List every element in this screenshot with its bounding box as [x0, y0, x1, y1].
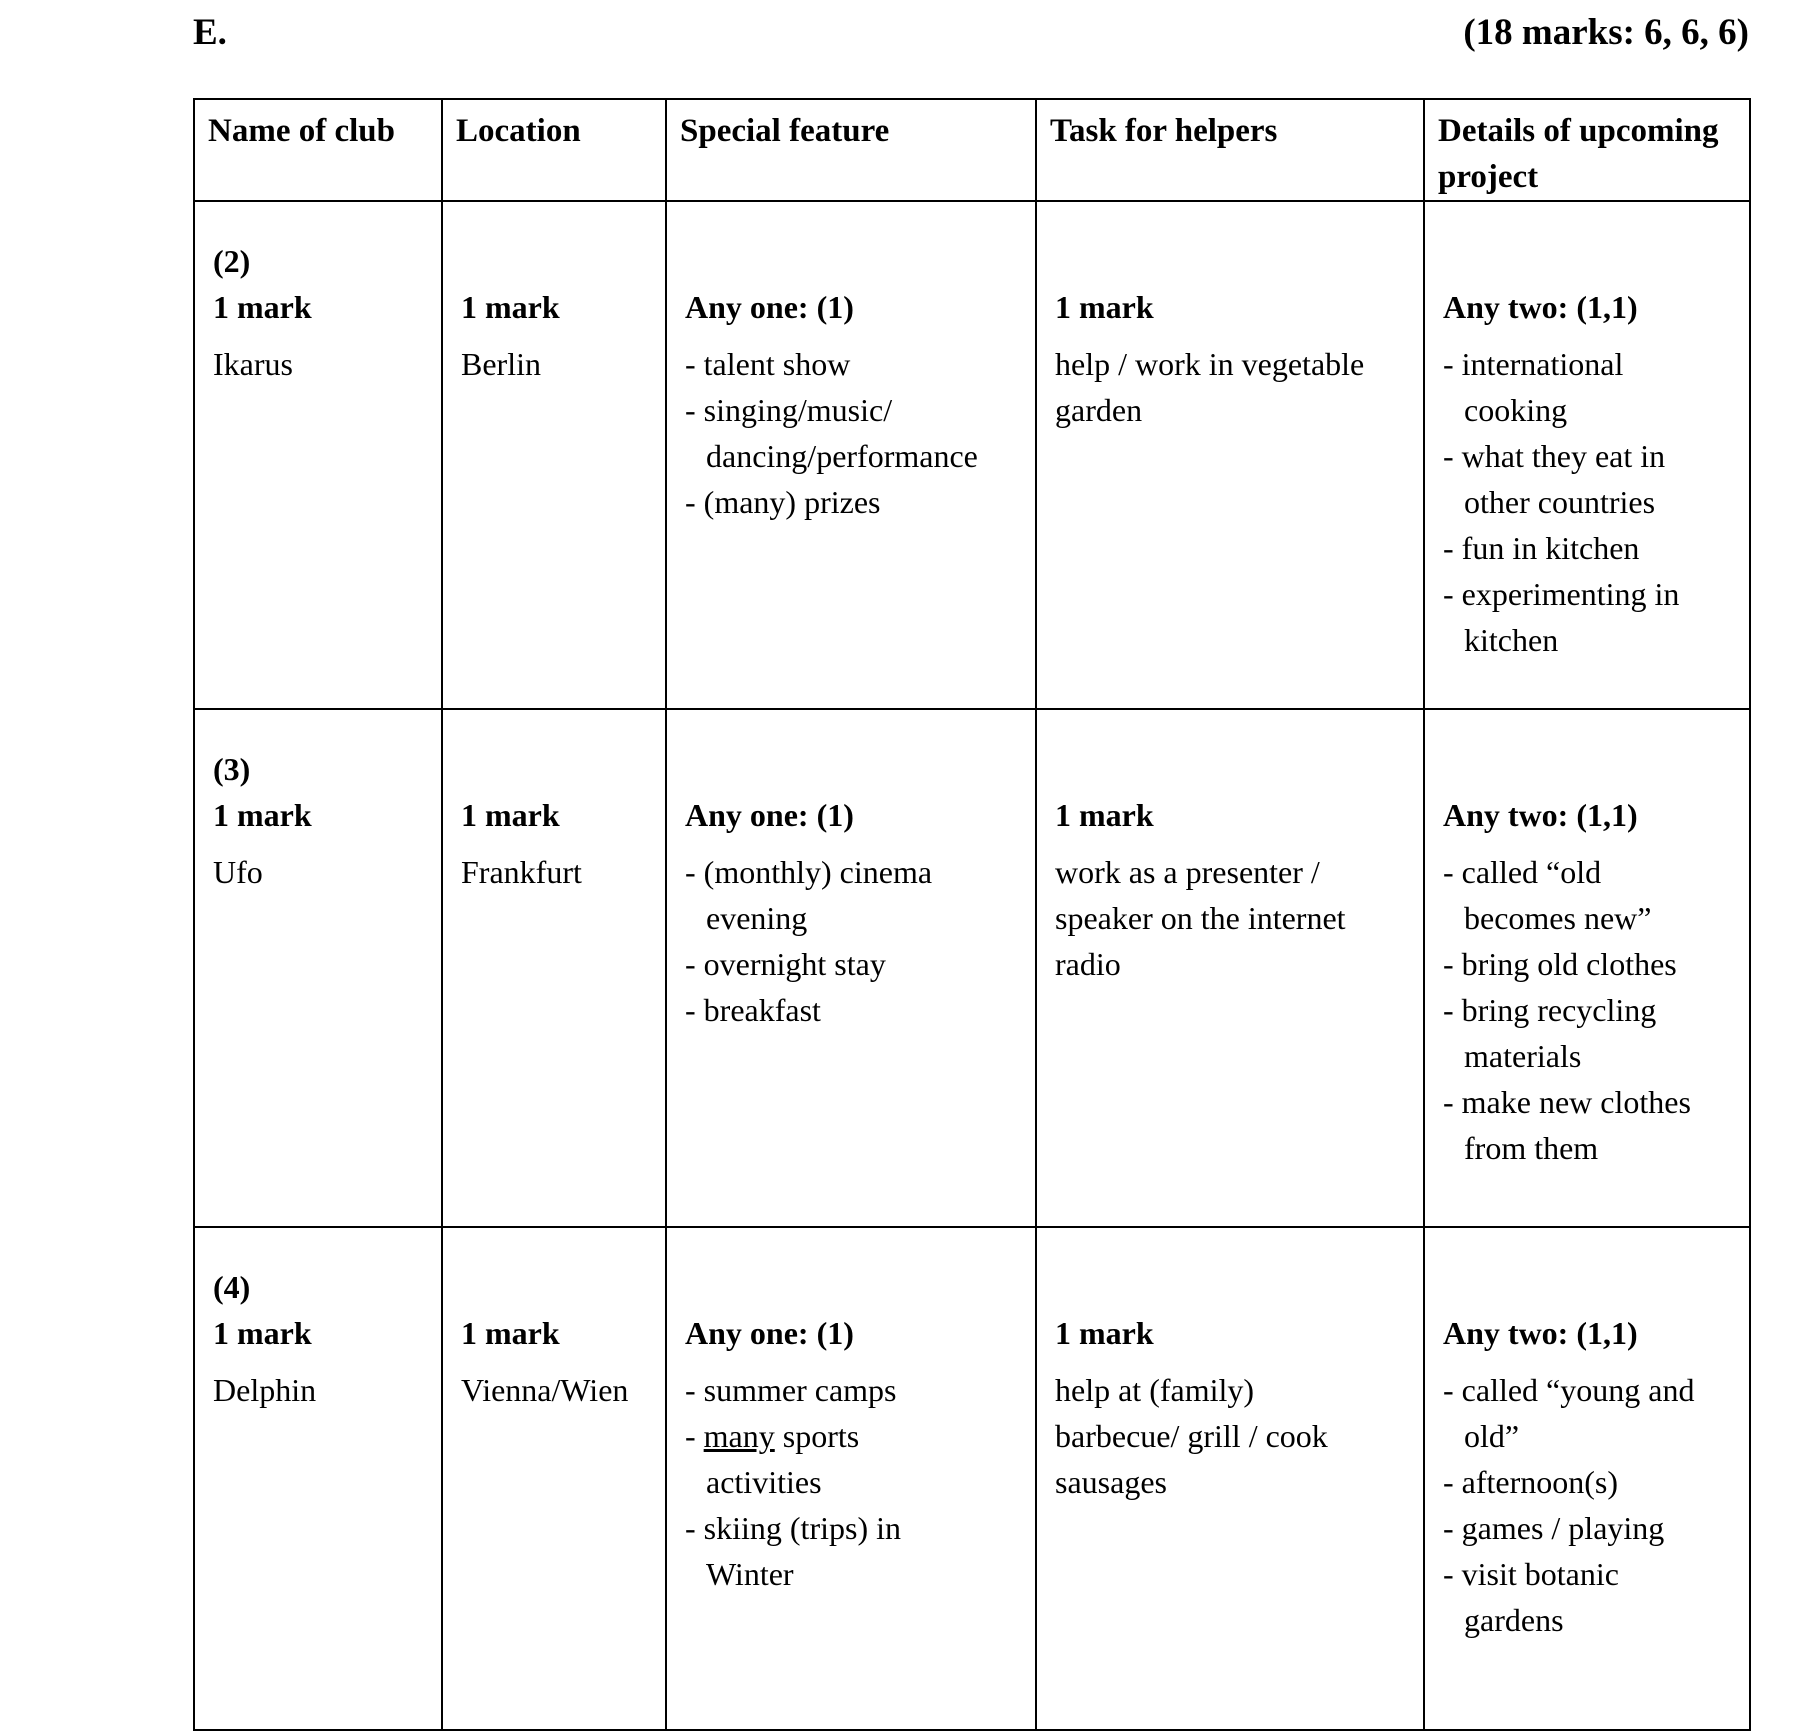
- club-name: Delphin: [213, 1372, 317, 1408]
- mark-heading: 1 mark: [213, 1315, 312, 1351]
- any-one-heading: Any one: (1): [685, 1315, 854, 1351]
- answer-line: dancing/performance: [706, 438, 978, 474]
- club-name: Ikarus: [213, 346, 293, 382]
- empty-line: [1443, 746, 1737, 792]
- empty-line: [1443, 1264, 1737, 1310]
- header-row: [194, 99, 1750, 201]
- answer-line: - fun in kitchen: [1443, 530, 1640, 566]
- answer-line: other countries: [1464, 484, 1656, 520]
- answer-line: from them: [1464, 1130, 1599, 1166]
- answer-line: - overnight stay: [685, 946, 886, 982]
- name-cell: [194, 709, 442, 1227]
- mark-heading: 1 mark: [213, 797, 312, 833]
- answer-line: - called “young and: [1443, 1372, 1695, 1408]
- empty-line: [685, 238, 1023, 284]
- answer-line: - summer camps: [685, 1372, 897, 1408]
- answer-line: - singing/music/: [685, 392, 893, 428]
- location-value: Vienna/Wien: [461, 1372, 629, 1408]
- header-location: Location: [442, 99, 666, 201]
- answer-line: old”: [1464, 1418, 1520, 1454]
- mark-heading: 1 mark: [461, 797, 560, 833]
- answer-line: cooking: [1464, 392, 1568, 428]
- answer-line: - what they eat in: [1443, 438, 1666, 474]
- special-feature-cell: [666, 709, 1036, 1227]
- answer-line: - afternoon(s): [1443, 1464, 1619, 1500]
- any-two-heading: Any two: (1,1): [1443, 797, 1638, 833]
- any-two-heading: Any two: (1,1): [1443, 1315, 1638, 1351]
- answer-line: sausages: [1055, 1464, 1167, 1500]
- details-cell: [1424, 709, 1750, 1227]
- answer-line: - bring recycling: [1443, 992, 1657, 1028]
- any-one-heading: Any one: (1): [685, 289, 854, 325]
- mark-heading: 1 mark: [1055, 289, 1154, 325]
- table-row-ikarus: [194, 201, 1750, 709]
- answer-line: - talent show: [685, 346, 851, 382]
- answer-line: materials: [1464, 1038, 1582, 1074]
- dash: -: [685, 1418, 704, 1454]
- marks-note: (18 marks: 6, 6, 6): [1463, 12, 1749, 53]
- table-row-delphin: [194, 1227, 1750, 1730]
- question-number: (2): [213, 243, 251, 279]
- header-name-of-club: Name of club: [194, 99, 442, 201]
- section-label: E.: [193, 12, 227, 53]
- location-value: Berlin: [461, 346, 541, 382]
- question-number: (4): [213, 1269, 251, 1305]
- empty-line: [461, 1264, 653, 1310]
- special-feature-cell: [666, 1227, 1036, 1730]
- answer-line: - make new clothes: [1443, 1084, 1691, 1120]
- answer-line-underlined: [685, 1413, 1023, 1459]
- task-cell: [1036, 1227, 1424, 1730]
- answer-line: evening: [706, 900, 808, 936]
- answer-line: radio: [1055, 946, 1121, 982]
- answer-line: - experimenting in: [1443, 576, 1680, 612]
- answer-line: barbecue/ grill / cook: [1055, 1418, 1328, 1454]
- empty-line: [1055, 1264, 1411, 1310]
- task-cell: [1036, 201, 1424, 709]
- mark-heading: 1 mark: [1055, 797, 1154, 833]
- answer-line: speaker on the internet: [1055, 900, 1346, 936]
- answer-line: - breakfast: [685, 992, 821, 1028]
- answer-line: - (many) prizes: [685, 484, 881, 520]
- club-name: Ufo: [213, 854, 263, 890]
- empty-line: [685, 1264, 1023, 1310]
- answer-line: activities: [706, 1464, 822, 1500]
- location-value: Frankfurt: [461, 854, 582, 890]
- empty-line: [461, 746, 653, 792]
- details-cell: [1424, 1227, 1750, 1730]
- answer-line: - international: [1443, 346, 1624, 382]
- answer-line: gardens: [1464, 1602, 1564, 1638]
- special-feature-cell: [666, 201, 1036, 709]
- answer-line: work as a presenter /: [1055, 854, 1320, 890]
- answer-line: help / work in vegetable: [1055, 346, 1365, 382]
- details-cell: [1424, 201, 1750, 709]
- answer-line: help at (family): [1055, 1372, 1255, 1408]
- header-details-upcoming-project: Details of upcoming project: [1424, 99, 1750, 201]
- answer-line: - skiing (trips) in: [685, 1510, 901, 1546]
- underlined-word: many: [703, 1418, 775, 1454]
- location-cell: [442, 709, 666, 1227]
- answer-line: - bring old clothes: [1443, 946, 1677, 982]
- page-header: [193, 10, 1749, 56]
- empty-line: [1055, 238, 1411, 284]
- answer-line: - called “old: [1443, 854, 1602, 890]
- marking-scheme-table: [193, 98, 1751, 1731]
- header-task-for-helpers: Task for helpers: [1036, 99, 1424, 201]
- location-cell: [442, 1227, 666, 1730]
- mark-heading: 1 mark: [1055, 1315, 1154, 1351]
- any-one-heading: Any one: (1): [685, 797, 854, 833]
- answer-line: garden: [1055, 392, 1143, 428]
- answer-line: - (monthly) cinema: [685, 854, 933, 890]
- empty-line: [461, 238, 653, 284]
- answer-line: - games / playing: [1443, 1510, 1665, 1546]
- empty-line: [685, 746, 1023, 792]
- mark-heading: 1 mark: [461, 289, 560, 325]
- mark-heading: 1 mark: [213, 289, 312, 325]
- name-cell: [194, 201, 442, 709]
- empty-line: [1443, 238, 1737, 284]
- answer-line: becomes new”: [1464, 900, 1652, 936]
- answer-line: - visit botanic: [1443, 1556, 1619, 1592]
- rest-of-line: sports: [774, 1418, 860, 1454]
- question-number: (3): [213, 751, 251, 787]
- name-cell: [194, 1227, 442, 1730]
- location-cell: [442, 201, 666, 709]
- answer-line: Winter: [706, 1556, 794, 1592]
- empty-line: [1055, 746, 1411, 792]
- any-two-heading: Any two: (1,1): [1443, 289, 1638, 325]
- header-special-feature: Special feature: [666, 99, 1036, 201]
- mark-heading: 1 mark: [461, 1315, 560, 1351]
- answer-line: kitchen: [1464, 622, 1559, 658]
- task-cell: [1036, 709, 1424, 1227]
- table-row-ufo: [194, 709, 1750, 1227]
